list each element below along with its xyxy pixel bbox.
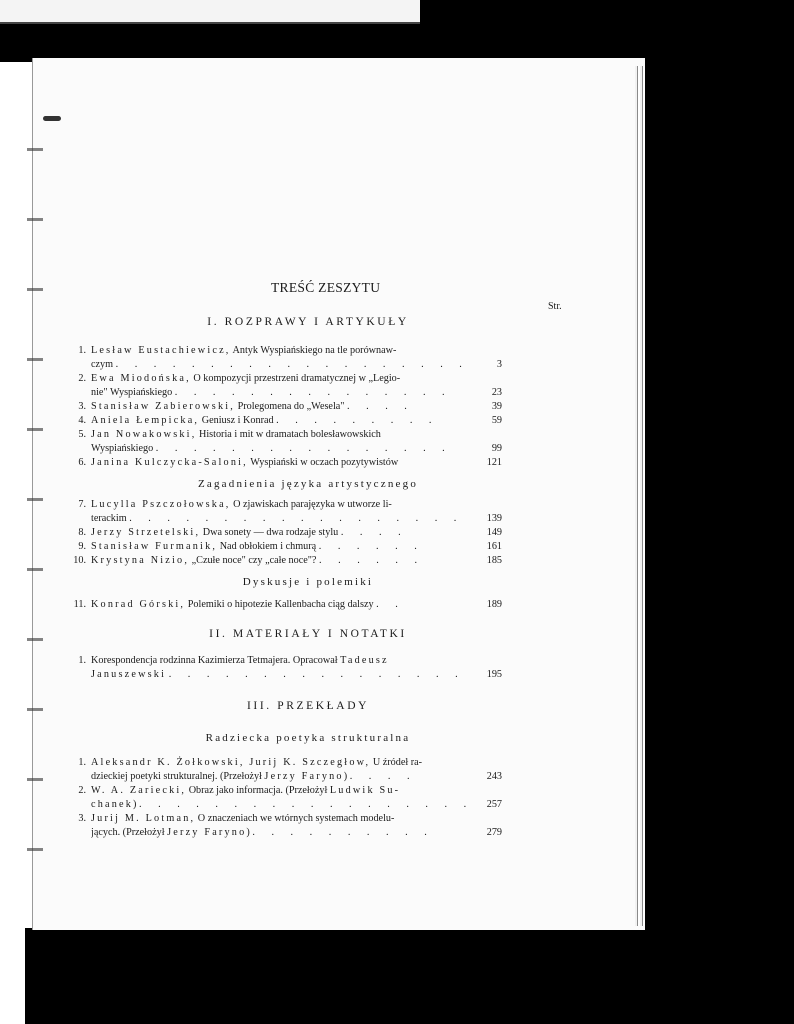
- entry-translator: Jerzy Faryno: [167, 826, 247, 838]
- page-edge: [635, 66, 645, 926]
- entry-title: Obraz jako informacja. (Przełożył: [186, 785, 330, 796]
- leader-dots: . . . . . . . . . . . . . . . .: [155, 442, 452, 454]
- entry-number: 9.: [78, 541, 86, 552]
- section-heading: II. MATERIAŁY I NOTATKI: [209, 628, 407, 640]
- toc-entry: [78, 414, 548, 428]
- entry-number: 1.: [78, 757, 86, 768]
- subsection-heading: Zagadnienia języka artystycznego: [197, 478, 419, 490]
- entry-translator: Jerzy Faryno: [264, 770, 344, 782]
- entry-author: Jurij M. Lotman,: [91, 813, 196, 824]
- entry-page: 99: [491, 442, 502, 454]
- entry-page: 257: [486, 798, 502, 810]
- entry-author: Jerzy Strzetelski,: [91, 527, 201, 538]
- entry-author: Janina Kulczycka-Saloni,: [91, 457, 248, 468]
- entry-number: 8.: [78, 527, 86, 538]
- toc-entry: [78, 498, 548, 525]
- leader-dots: . . . .: [340, 527, 408, 538]
- toc-entry: [78, 654, 548, 681]
- section-heading: I. ROZPRAWY I ARTYKUŁY: [207, 316, 409, 328]
- entry-number: 3.: [78, 813, 86, 824]
- entry-paren: ): [133, 798, 137, 810]
- leader-dots: . . . . . . . . . . . . . . .: [174, 386, 452, 398]
- subsection-heading: Radziecka poetyka strukturalna: [205, 732, 411, 744]
- scan-border-bottom: [25, 928, 794, 1024]
- leader-dots: . . . . . . . . . . . . . . . . . . .: [115, 358, 469, 370]
- entry-title: Historia i mit w dramatach bolesławowskich: [196, 429, 381, 440]
- entry-editor: Januszewski: [91, 668, 167, 680]
- leader-dots: . .: [376, 599, 405, 610]
- entry-author: Konrad Górski,: [91, 599, 186, 610]
- entry-title-cont: Wyspiańskiego: [91, 442, 154, 454]
- entry-page: 279: [486, 826, 502, 838]
- toc-entry: [78, 756, 548, 783]
- scan-rule: [0, 22, 420, 24]
- subsection-heading: Dyskusje i polemiki: [242, 576, 374, 588]
- entry-page: 185: [486, 555, 502, 566]
- toc-entry: [78, 428, 548, 455]
- entry-author: Stanisław Furmanik,: [91, 541, 218, 552]
- entry-number: 5.: [78, 429, 86, 440]
- entry-author: Aleksandr K. Żołkowski, Jurij K. Szczegłow,: [91, 757, 371, 768]
- entry-translator: chanek: [91, 798, 134, 810]
- entry-title-cont: nie" Wyspiańskiego: [91, 386, 173, 398]
- leader-dots: . . . . . . . . . . . . . . . . . .: [139, 798, 474, 810]
- entry-title: O zjawiskach parajęzyka w utworze li-: [230, 499, 392, 510]
- entry-title: Nad obłokiem i chmurą: [217, 541, 317, 552]
- entry-author: Ewa Miodońska,: [91, 373, 191, 384]
- entry-editor: Tadeusz: [340, 655, 389, 666]
- entry-title-cont: jących. (Przełożył: [91, 826, 168, 838]
- toc-entry: [78, 372, 548, 399]
- toc-entry: [78, 812, 548, 839]
- toc-entry: [78, 456, 548, 470]
- leader-dots: . . . . . . . . . .: [252, 826, 434, 838]
- entry-title: O kompozycji przestrzeni dramatycznej w „Legio-: [190, 373, 401, 384]
- entry-number: 10.: [73, 555, 86, 566]
- entry-author: Aniela Łempicka,: [91, 415, 200, 426]
- entry-number: 3.: [78, 401, 86, 412]
- entry-number: 1.: [78, 345, 86, 356]
- toc-entry: [78, 784, 548, 811]
- entry-page: 161: [486, 541, 502, 552]
- entry-title: Dwa sonety — dwa rodzaje stylu: [200, 527, 339, 538]
- toc-entry: [78, 344, 548, 371]
- entry-title: Prolegomena do „Wesela": [235, 401, 345, 412]
- entry-number: 2.: [78, 373, 86, 384]
- entry-page: 243: [486, 770, 502, 782]
- leader-dots: . . . . . . . . .: [276, 415, 439, 426]
- page-column-label: Str.: [548, 301, 562, 312]
- entry-title-cont: czym: [91, 358, 114, 370]
- entry-page: 23: [491, 386, 502, 398]
- document-page: [32, 58, 645, 930]
- entry-paren: ): [343, 770, 348, 782]
- toc-entry: [78, 400, 548, 414]
- entry-number: 2.: [78, 785, 86, 796]
- entry-page: 149: [486, 527, 502, 538]
- leader-dots: . . . . . .: [318, 541, 424, 552]
- binding-marks: [27, 118, 43, 918]
- leader-dots: . . . .: [349, 770, 417, 782]
- entry-translator: Ludwik Su-: [329, 785, 401, 796]
- entry-title: Wyspiański w oczach pozytywistów: [247, 457, 399, 468]
- entry-title: Antyk Wyspiańskiego na tle porównaw-: [230, 345, 397, 356]
- toc-title: TREŚĆ ZESZYTU: [271, 280, 381, 295]
- entry-author: Lucylla Pszczołowska,: [91, 499, 231, 510]
- entry-paren: ): [246, 826, 250, 838]
- scan-border-right: [644, 0, 794, 1024]
- entry-number: 1.: [78, 655, 86, 666]
- leader-dots: . . . . . . . . . . . . . . . . . .: [129, 512, 464, 524]
- toc-entry: [73, 554, 548, 568]
- entry-author: Krystyna Nizio,: [91, 555, 190, 566]
- entry-title: Geniusz i Konrad: [199, 415, 274, 426]
- toc-entry: [78, 526, 548, 540]
- ink-smudge: [43, 116, 61, 121]
- entry-page: 195: [486, 668, 502, 680]
- entry-page: 139: [486, 512, 502, 524]
- entry-author: Jan Nowakowski,: [91, 429, 197, 440]
- leader-dots: . . . .: [347, 401, 414, 412]
- entry-number: 6.: [78, 457, 86, 468]
- entry-title: „Czułe noce" czy „całe noce"?: [189, 555, 317, 566]
- entry-author: Stanisław Zabierowski,: [91, 401, 236, 412]
- section-heading: III. PRZEKŁADY: [247, 700, 369, 712]
- entry-page: 189: [486, 599, 502, 610]
- entry-title: Korespondencja rodzinna Kazimierza Tetmajera. Opracował: [91, 655, 341, 666]
- entry-number: 7.: [78, 499, 86, 510]
- entry-number: 4.: [78, 415, 86, 426]
- leader-dots: . . . . . . . . . . . . . . . .: [168, 668, 465, 680]
- entry-title: Polemiki o hipotezie Kallenbacha ciąg dalszy: [185, 599, 374, 610]
- entry-page: 121: [486, 457, 502, 468]
- entry-author: W. A. Zariecki,: [91, 785, 187, 796]
- entry-title: U źródeł ra-: [370, 757, 423, 768]
- entry-page: 3: [496, 358, 502, 370]
- toc-entry: [78, 540, 548, 554]
- leader-dots: . . . . . .: [319, 555, 425, 566]
- entry-page: 39: [491, 401, 502, 412]
- entry-page: 59: [491, 415, 502, 426]
- entry-title-cont: dzieckiej poetyki strukturalnej. (Przełożył: [91, 770, 265, 782]
- entry-author: Lesław Eustachiewicz,: [91, 345, 231, 356]
- entry-title: O znaczeniach we wtórnych systemach modelu-: [195, 813, 395, 824]
- scan-paper-strip: [0, 0, 420, 22]
- entry-title-cont: terackim: [91, 512, 127, 524]
- entry-number: 11.: [73, 599, 86, 610]
- toc-entry: [73, 598, 548, 612]
